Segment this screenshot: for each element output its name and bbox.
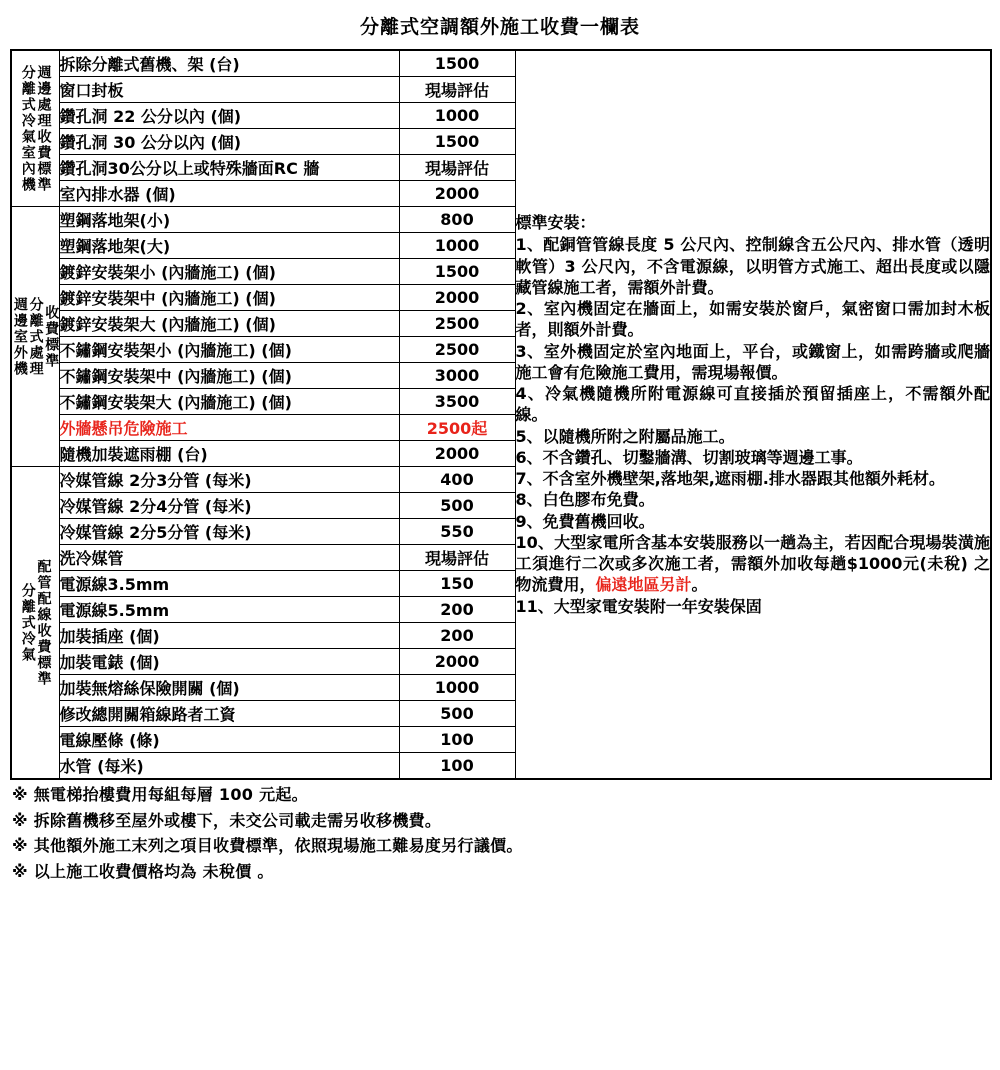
item-price: 500 xyxy=(399,493,515,519)
item-label: 隨機加裝遮雨棚 (台) xyxy=(59,441,399,467)
item-label: 不鏽鋼安裝架小 (內牆施工) (個) xyxy=(59,337,399,363)
item-price: 2500 xyxy=(399,337,515,363)
note-item: 9、免費舊機回收。 xyxy=(515,511,655,531)
item-label: 加裝電錶 (個) xyxy=(59,649,399,675)
pricing-table-body xyxy=(11,50,991,779)
category-label-b: 分離式處理 xyxy=(27,296,44,377)
category-outdoor-unit xyxy=(11,207,59,467)
item-price: 現場評估 xyxy=(399,545,515,571)
footer-notes xyxy=(10,784,990,884)
item-price: 3000 xyxy=(399,363,515,389)
standard-install-notes xyxy=(515,50,991,779)
note-item: 8、白色膠布免費。 xyxy=(515,490,655,510)
item-price: 200 xyxy=(399,597,515,623)
item-price: 2000 xyxy=(399,441,515,467)
item-label: 加裝插座 (個) xyxy=(59,623,399,649)
item-price-danger: 2500起 xyxy=(399,415,515,441)
note-item: 3、室外機固定於室內地面上，平台，或鐵窗上，如需跨牆或爬牆施工會有危險施工費用，需現場報價。 xyxy=(515,341,990,382)
note-item: 11、大型家電安裝附一年安裝保固 xyxy=(515,596,762,616)
item-price: 2000 xyxy=(399,285,515,311)
category-label-a: 收費標準 xyxy=(43,304,60,369)
note-item: 5、以隨機所附之附屬品施工。 xyxy=(515,426,735,446)
item-price: 200 xyxy=(399,623,515,649)
item-price: 2000 xyxy=(399,181,515,207)
table-row xyxy=(11,50,991,77)
item-price: 550 xyxy=(399,519,515,545)
footer-note: ※ 拆除舊機移至屋外或樓下，未交公司載走需另收移機費。 xyxy=(12,810,442,830)
item-label: 電線壓條 (條) xyxy=(59,727,399,753)
category-piping-wiring xyxy=(11,467,59,780)
item-price: 150 xyxy=(399,571,515,597)
item-price: 400 xyxy=(399,467,515,493)
category-label-c: 週邊室外機 xyxy=(11,296,28,377)
note-item-logistics-highlight: 偏遠地區另計 xyxy=(595,575,692,595)
item-label-danger: 外牆懸吊危險施工 xyxy=(59,415,399,441)
item-price: 2500 xyxy=(399,311,515,337)
category-label-b: 分離式冷氣室內機 xyxy=(19,64,36,193)
item-label: 鍍鋅安裝架大 (內牆施工) (個) xyxy=(59,311,399,337)
item-label: 冷媒管線 2分4分管 (每米) xyxy=(59,493,399,519)
item-price: 1000 xyxy=(399,233,515,259)
item-label: 室內排水器 (個) xyxy=(59,181,399,207)
item-label: 冷媒管線 2分3分管 (每米) xyxy=(59,467,399,493)
item-label: 電源線5.5mm xyxy=(59,597,399,623)
note-item: 6、不含鑽孔、切鑿牆溝、切割玻璃等週邊工事。 xyxy=(515,447,863,467)
item-price: 100 xyxy=(399,727,515,753)
item-price: 1000 xyxy=(399,103,515,129)
item-label: 不鏽鋼安裝架大 (內牆施工) (個) xyxy=(59,389,399,415)
notes-heading: 標準安裝： xyxy=(515,212,596,232)
item-label: 鍍鋅安裝架小 (內牆施工) (個) xyxy=(59,259,399,285)
category-indoor-unit xyxy=(11,50,59,207)
category-label-a: 週邊處理收費標準 xyxy=(35,64,52,193)
item-price: 800 xyxy=(399,207,515,233)
note-item: 2、室內機固定在牆面上，如需安裝於窗戶，氣密窗口需加封木板者，則額外計費。 xyxy=(515,299,990,340)
item-label: 修改總開關箱線路者工資 xyxy=(59,701,399,727)
item-price: 500 xyxy=(399,701,515,727)
item-label: 加裝無熔絲保險開關 (個) xyxy=(59,675,399,701)
note-item: 7、不含室外機壁架,落地架,遮雨棚.排水器跟其他額外耗材。 xyxy=(515,469,945,489)
footer-note: ※ 其他額外施工末列之項目收費標準，依照現場施工難易度另行議價。 xyxy=(12,836,523,856)
item-price: 現場評估 xyxy=(399,155,515,181)
item-label: 塑鋼落地架(大) xyxy=(59,233,399,259)
item-price: 1500 xyxy=(399,129,515,155)
item-label: 洗冷媒管 xyxy=(59,545,399,571)
note-item-logistics-text: 10、大型家電所含基本安裝服務以一趟為主，若因配合現場裝潢施工須進行二次或多次施工者，需額外加收每趟$1000元(未稅) 之物流費用， xyxy=(515,532,990,595)
item-price: 2000 xyxy=(399,649,515,675)
item-label: 冷媒管線 2分5分管 (每米) xyxy=(59,519,399,545)
note-item: 4、冷氣機隨機所附電源線可直接插於預留插座上，不需額外配線。 xyxy=(515,384,990,425)
item-label: 水管 (每米) xyxy=(59,753,399,780)
item-label: 鑽孔洞 30 公分以內 (個) xyxy=(59,129,399,155)
notes-list xyxy=(516,234,991,617)
category-label-b: 分離式冷氣 xyxy=(19,582,36,663)
item-price: 1000 xyxy=(399,675,515,701)
item-label: 塑鋼落地架(小) xyxy=(59,207,399,233)
item-label: 拆除分離式舊機、架 (台) xyxy=(59,50,399,77)
category-label-a: 配管配線收費標準 xyxy=(35,558,52,687)
item-label: 鑽孔洞 22 公分以內 (個) xyxy=(59,103,399,129)
note-item-logistics xyxy=(516,532,991,596)
footer-note: ※ 無電梯抬樓費用每組每層 100 元起。 xyxy=(12,785,308,804)
item-price: 100 xyxy=(399,753,515,780)
note-item: 1、配銅管管線長度 5 公尺內、控制線含五公尺內、排水管（透明軟管）3 公尺內，不含電源線，以明管方式施工、超出長度或以隱藏管線施工者，需額外計費。 xyxy=(515,235,990,297)
item-label: 鑽孔洞30公分以上或特殊牆面RC 牆 xyxy=(59,155,399,181)
item-label: 電源線3.5mm xyxy=(59,571,399,597)
item-label: 鍍鋅安裝架中 (內牆施工) (個) xyxy=(59,285,399,311)
note-item-logistics-tail: 。 xyxy=(691,575,708,595)
item-label: 窗口封板 xyxy=(59,77,399,103)
page-title: 分離式空調額外施工收費一欄表 xyxy=(359,16,640,38)
item-price: 1500 xyxy=(399,50,515,77)
item-label: 不鏽鋼安裝架中 (內牆施工) (個) xyxy=(59,363,399,389)
item-price: 1500 xyxy=(399,259,515,285)
pricing-table xyxy=(10,49,992,780)
footer-note: ※ 以上施工收費價格均為 未稅價 。 xyxy=(12,862,274,882)
item-price: 3500 xyxy=(399,389,515,415)
item-price: 現場評估 xyxy=(399,77,515,103)
